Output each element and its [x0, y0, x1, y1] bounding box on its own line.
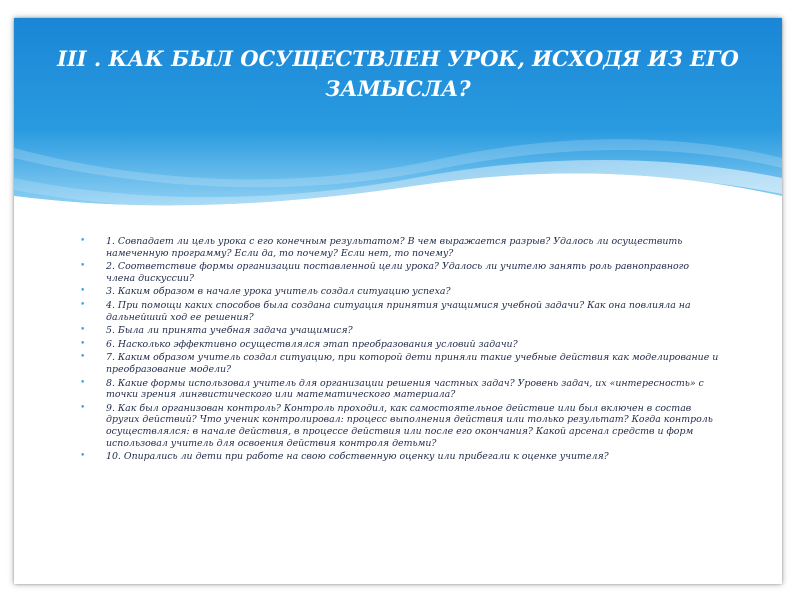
slide-title: III . КАК БЫЛ ОСУЩЕСТВЛЕН УРОК, ИСХОДЯ ИЗ ЕГО ЗАМЫСЛА? [57, 46, 739, 101]
list-item-text: 3. Каким образом в начале урока учитель создал ситуацию успеха? [106, 286, 451, 298]
list-item-text: 4. При помощи каких способов была создана ситуация принятия учащимися учебной задачи? Как она повлияла на дальнейший ход ее решения? [106, 299, 691, 323]
list-item-text: 8. Какие формы использовал учитель для организации решения частных задач? Уровень задач, их «интересность» с точки зрения лингвистического или математического материала? [106, 377, 704, 401]
list-item-text: 2. Соответствие формы организации поставленной цели урока? Удалось ли учителю занять роль равноправного члена дискуссии? [106, 261, 690, 284]
bullet-icon: • [80, 338, 86, 349]
bullet-icon: • [80, 352, 86, 363]
list-item [80, 325, 720, 337]
list-item [80, 236, 720, 259]
bullet-icon: • [80, 402, 86, 413]
list-item [80, 300, 720, 323]
list-item-text: 1. Совпадает ли цель урока с его конечным результатом? В чем выражается разрыв? Удалось ли осуществить намеченную программу? Если да, то почему? Если нет, то почему? [106, 236, 683, 259]
bullet-icon: • [80, 236, 86, 246]
bullet-icon: • [80, 261, 86, 272]
question-list [80, 236, 720, 465]
list-item [80, 451, 720, 463]
list-item [80, 286, 720, 298]
list-item [80, 352, 720, 375]
list-item [80, 403, 720, 449]
list-item [80, 378, 720, 401]
bullet-icon: • [80, 286, 86, 297]
list-item-text: 5. Была ли принята учебная задача учащимися? [106, 325, 353, 337]
bullet-icon: • [80, 451, 86, 462]
bullet-icon: • [80, 377, 86, 388]
list-item-text: 7. Каким образом учитель создал ситуацию, при которой дети приняли такие учебные действия как моделирование и преобразование модели? [106, 352, 719, 375]
list-item [80, 339, 720, 351]
list-item [80, 261, 720, 284]
list-item-text: 6. Насколько эффективно осуществлялся этап преобразования условий задачи? [106, 338, 518, 350]
list-item-text: 10. Опирались ли дети при работе на свою собственную оценку или прибегали к оценке учителя? [106, 451, 609, 463]
bullet-icon: • [80, 299, 86, 310]
slide [14, 18, 782, 584]
list-item-text: 9. Как был организован контроль? Контроль проходил, как самостоятельное действие или был включен в состав других действий? Что ученик контролировал: процесс выполнения действия или только результат? Когда контроль осуществлялся: в начале действия, в процессе действия или после его окончания? Какой арсенал средств и форм использовал учитель для освоения действия контроля детьми? [106, 402, 713, 449]
bullet-icon: • [80, 325, 86, 336]
